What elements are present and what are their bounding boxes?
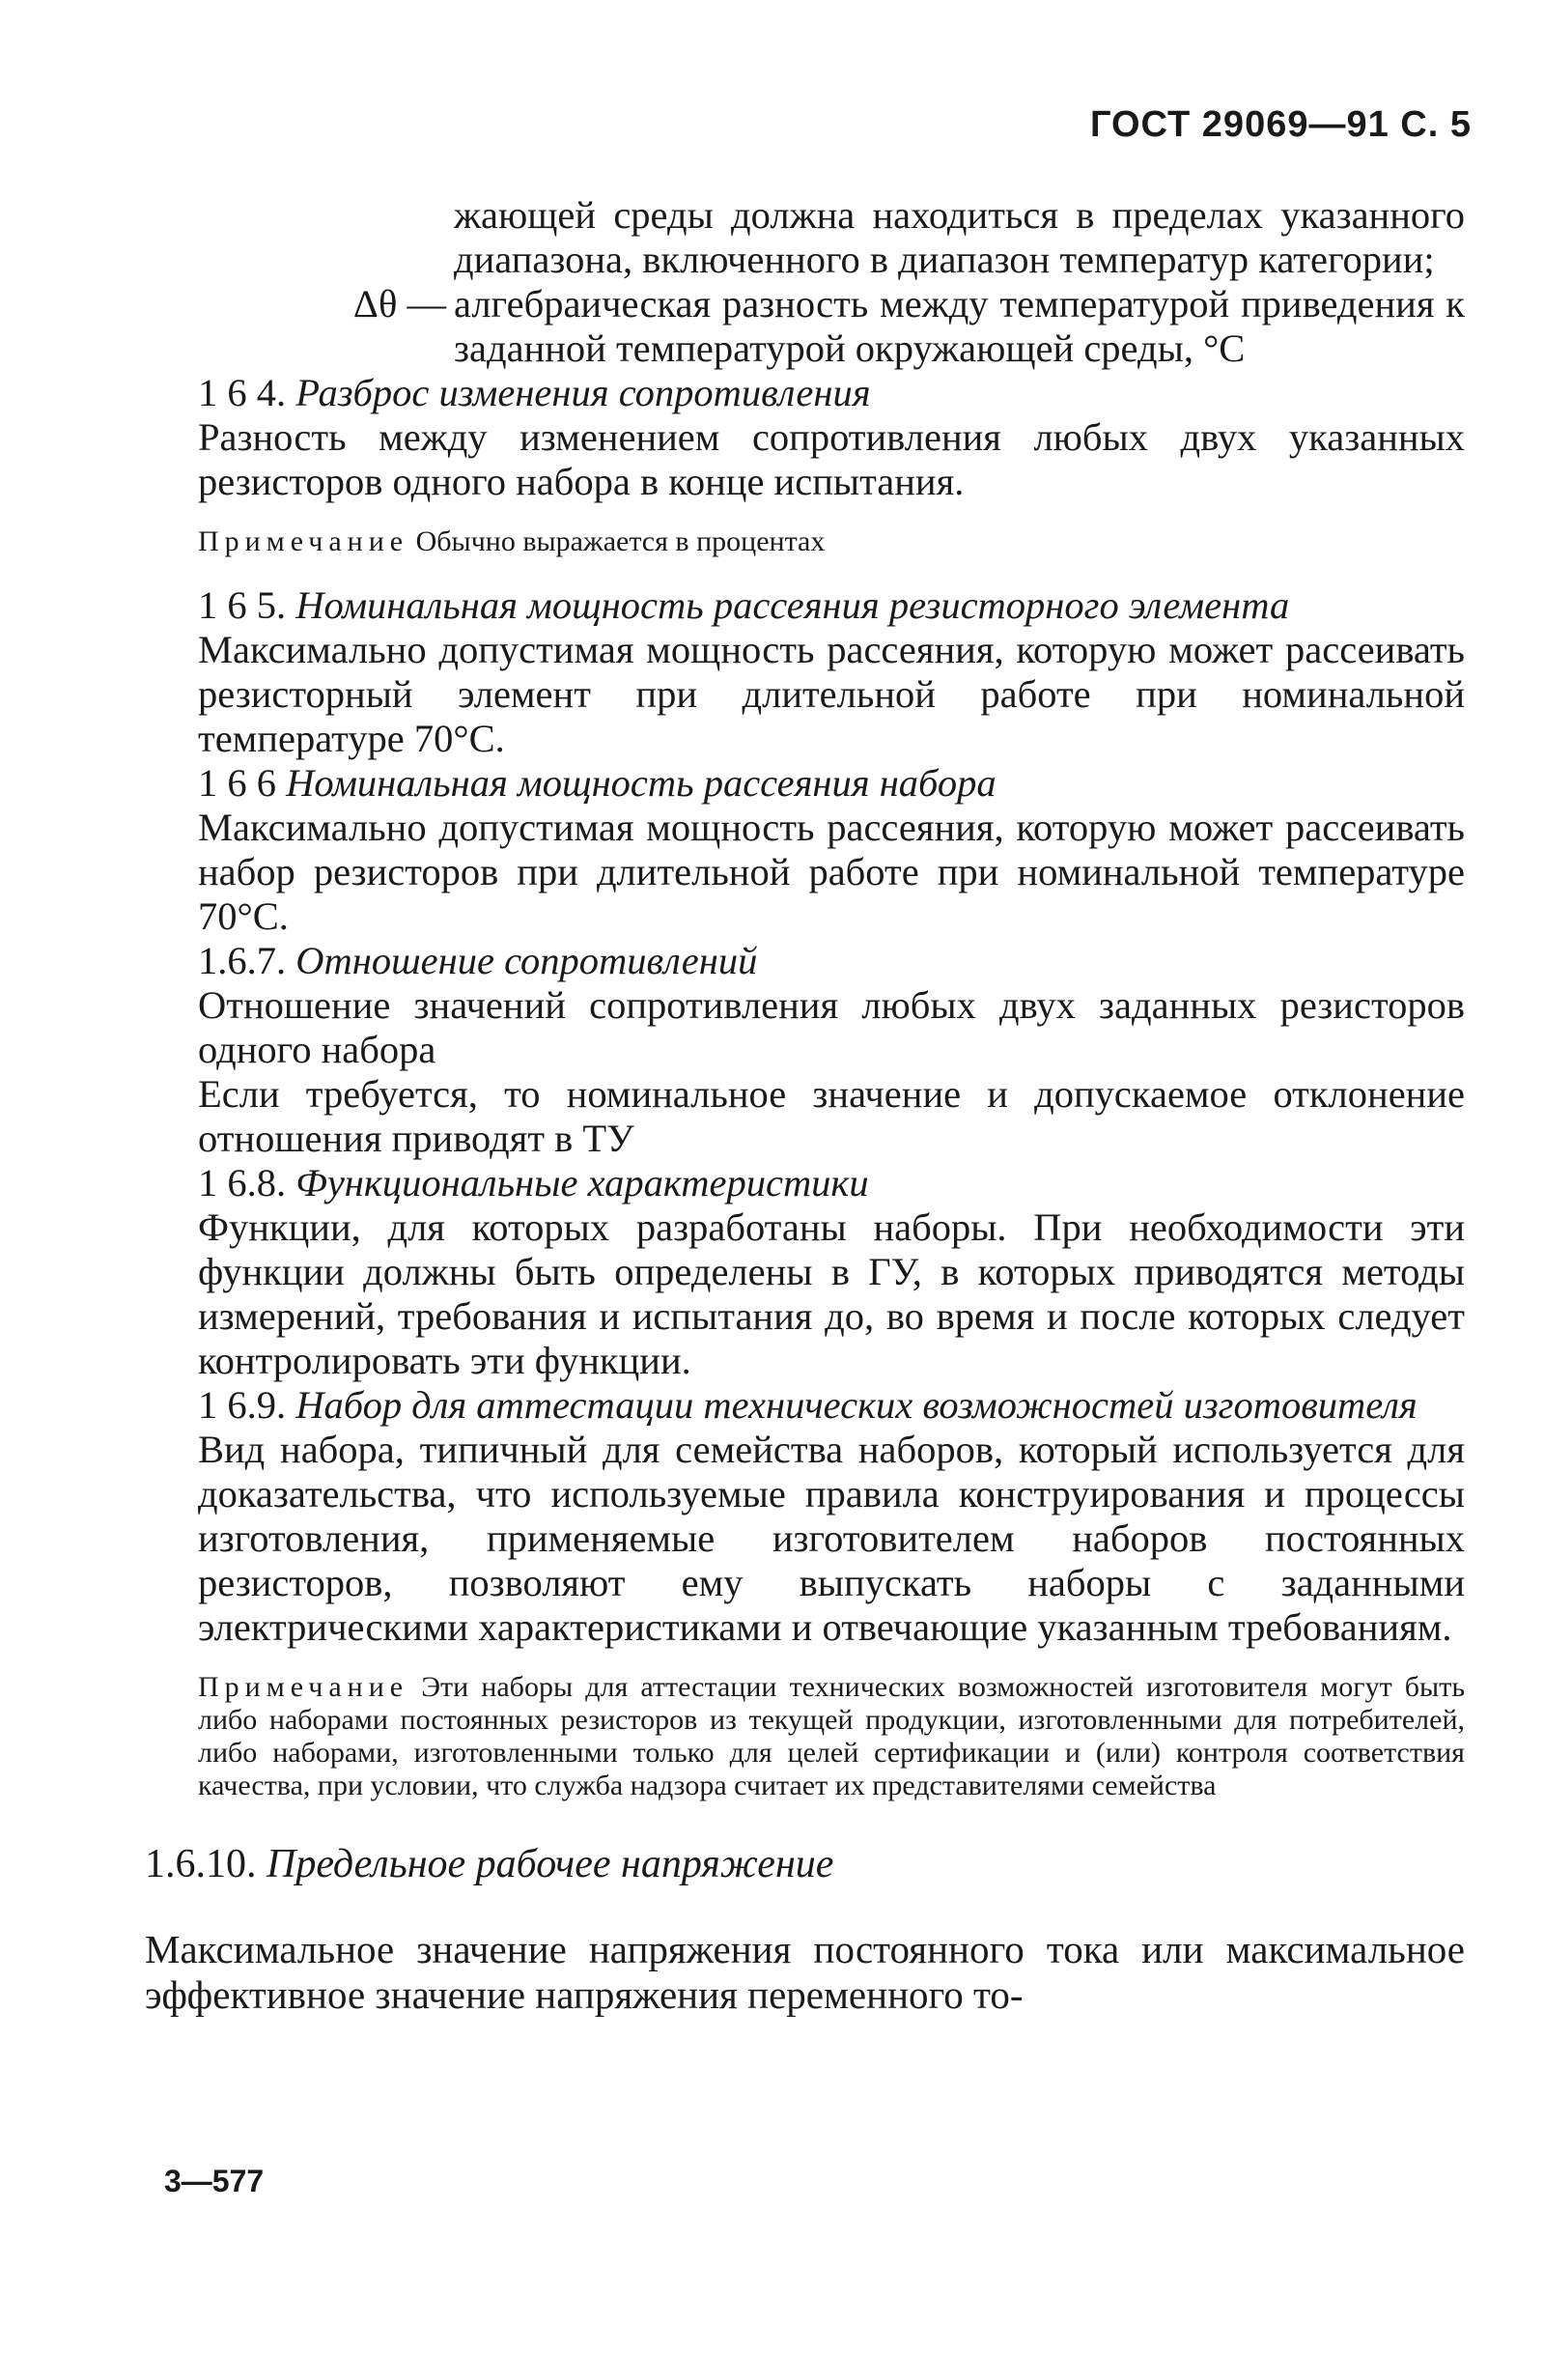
term-1-6-7 [198, 939, 1465, 983]
term-number: 1.6.7. [198, 939, 287, 982]
term-title: Разброс изменения сопротивления [295, 371, 871, 414]
term-body: Отношение значений сопротивления любых двух заданных резисторов одного набора [198, 983, 1465, 1071]
note-lead: Примечание [198, 1671, 409, 1703]
term-number: 1 6.9. [198, 1383, 287, 1427]
term-title: Отношение сопротивлений [295, 939, 758, 982]
term-body: Максимальное значение напряжения постоянного тока или максимальное эффективное значение напряжения переменного то- [145, 1927, 1465, 2017]
term-number: 1 6.8. [198, 1161, 287, 1204]
term-body-extra: Если требуется, то номинальное значение и допускаемое отклонение отношения приводят в ТУ [198, 1072, 1465, 1160]
page-header: ГОСТ 29069—91 С. 5 [1089, 104, 1472, 145]
note-text: Обычно выражается в процентах [415, 525, 826, 557]
term-title: Набор для аттестации технических возможностей изготовителя [295, 1383, 1418, 1427]
page-footer-code: 3—577 [164, 2164, 265, 2198]
term-title: Номинальная мощность рассеяния резисторного элемента [295, 583, 1290, 627]
term-1-6-8 [198, 1161, 1465, 1205]
definition-continuation: жающей среды должна находиться в пределах указанного диапазона, включенного в диапазон температур категории; [454, 193, 1465, 281]
term-number: 1 6 4. [198, 371, 287, 414]
term-1-6-9 [198, 1383, 1465, 1428]
definition-delta [352, 282, 1465, 371]
term-body: Вид набора, типичный для семейства наборов, который используется для доказательства, что используемые правила конструирования и процессы изготовления, применяемые изготовителем наборов постоянных резисторов, позволяют ему выпускать наборы с заданными электрическими характеристиками и отвечающие указанным требованиям. [198, 1428, 1465, 1649]
delta-text: алгебраическая разность между температурой приведения к заданной температурой окружающей среды, °С [454, 282, 1465, 370]
term-1-6-5 [198, 583, 1465, 628]
note-2 [198, 1671, 1465, 1802]
note-lead: Примечание [198, 525, 409, 557]
term-body: Разность между изменением сопротивления любых двух указанных резисторов одного набора в конце испытания. [198, 415, 1465, 503]
term-body: Максимально допустимая мощность рассеяния, которую может рассеивать резисторный элемент при длительной работе при номинальной температуре 70°С. [198, 628, 1465, 760]
term-number: 1 6 5. [198, 583, 287, 627]
term-1-6-10 [145, 1841, 1465, 1887]
term-number: 1.6.10. [145, 1842, 257, 1886]
term-1-6-6 [198, 761, 1465, 806]
term-body: Функции, для которых разработаны наборы. При необходимости эти функции должны быть определены в ГУ, в которых приводятся методы измерений, требования и испытания до, во время и после которых следует контролировать эти функции. [198, 1205, 1465, 1382]
note-1 [198, 525, 1465, 558]
term-body: Максимально допустимая мощность рассеяния, которую может рассеивать набор резисторов при длительной работе при номинальной температуре 70°С. [198, 806, 1465, 938]
term-number: 1 6 6 [198, 761, 276, 805]
page-body [145, 193, 1466, 2057]
term-title: Функциональные характеристики [295, 1161, 869, 1204]
term-title: Предельное рабочее напряжение [267, 1842, 834, 1886]
term-title: Номинальная мощность рассеяния набора [286, 761, 997, 805]
note-text: Эти наборы для аттестации технических возможностей изготовителя могут быть либо наборами постоянных резисторов из текущей продукции, изготовленными для потребителей, либо наборами, изготовленными только для целей сертификации и (или) контроля соответствия качества, при условии, что служба надзора считает их представителями семейства [198, 1671, 1466, 1801]
definitions-list [352, 193, 1465, 371]
term-1-6-4 [198, 371, 1465, 415]
delta-symbol: Δθ — [352, 282, 446, 326]
